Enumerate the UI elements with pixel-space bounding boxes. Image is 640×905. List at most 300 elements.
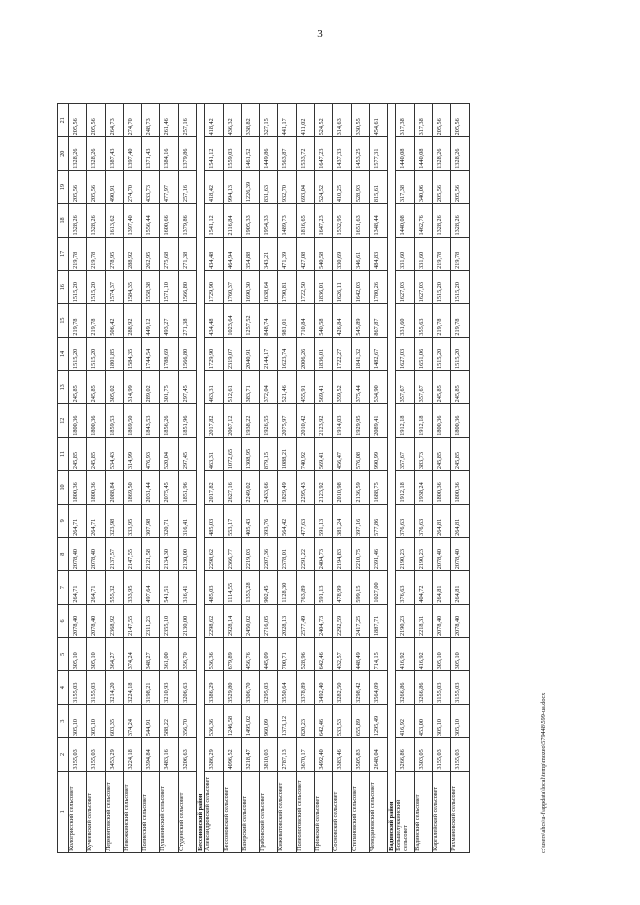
value-cell: 463,31 <box>205 437 223 470</box>
value-cell: 2078,40 <box>87 604 105 637</box>
value-cell: 2130,00 <box>178 604 196 637</box>
value-cell: 2298,62 <box>205 604 223 637</box>
value-cell: 374,24 <box>123 638 141 671</box>
value-cell: 245,85 <box>433 371 451 404</box>
settlement-name-cell: Большелуккинский сельсовет <box>396 771 414 852</box>
column-header: 1 <box>58 771 69 852</box>
value-cell: 536,36 <box>205 638 223 671</box>
value-cell: 1800,36 <box>69 404 87 437</box>
value-cell: 449,12 <box>142 304 160 337</box>
value-cell: 1856,26 <box>160 404 178 437</box>
value-cell: 655,89 <box>351 704 369 737</box>
value-cell: 2295,43 <box>296 471 314 504</box>
value-cell: 1308,95 <box>241 437 259 470</box>
value-cell: 536,36 <box>205 704 223 737</box>
table-row <box>396 104 414 853</box>
value-cell: 493,27 <box>160 304 178 337</box>
value-cell: 1371,43 <box>142 137 160 170</box>
value-cell: 2716,05 <box>260 604 278 637</box>
value-cell: 1515,20 <box>69 271 87 304</box>
value-cell: 2130,00 <box>178 538 196 571</box>
value-cell: 2116,84 <box>223 204 241 237</box>
value-cell: 2010,98 <box>333 471 351 504</box>
value-cell: 1800,36 <box>87 471 105 504</box>
settlement-name-cell: Каргалейский сельсовет <box>433 771 451 852</box>
value-cell: 1515,20 <box>433 337 451 370</box>
value-cell: 376,63 <box>414 504 432 537</box>
value-cell: 301,75 <box>160 371 178 404</box>
value-cell: 346,61 <box>351 237 369 270</box>
value-cell: 264,81 <box>451 504 469 537</box>
value-cell: 564,42 <box>278 504 296 537</box>
value-cell: 3155,03 <box>451 671 469 704</box>
table-row <box>241 104 259 853</box>
value-cell: 3483,16 <box>160 738 178 771</box>
table-row <box>142 104 160 853</box>
value-cell: 1744,54 <box>142 337 160 370</box>
table-row <box>315 104 333 853</box>
value-cell: 3210,93 <box>160 671 178 704</box>
value-cell: 1914,03 <box>333 404 351 437</box>
value-cell: 679,89 <box>223 638 241 671</box>
settlement-name-cell: Кижеватовский сельсовет <box>278 771 296 852</box>
value-cell: 2006,26 <box>296 337 314 370</box>
value-cell: 1566,80 <box>178 337 196 370</box>
settlement-name-cell: Чемодановский сельсовет <box>369 771 387 852</box>
value-cell: 1729,90 <box>205 271 223 304</box>
value-cell: 1541,12 <box>205 137 223 170</box>
value-cell: 3386,29 <box>205 738 223 771</box>
value-cell: 485,03 <box>205 504 223 537</box>
value-cell: 3550,64 <box>278 671 296 704</box>
value-cell: 2311,23 <box>142 604 160 637</box>
value-cell: 981,01 <box>278 304 296 337</box>
value-cell: 603,35 <box>105 704 123 737</box>
value-cell: 588,22 <box>160 704 178 737</box>
value-cell: 1623,74 <box>278 337 296 370</box>
column-header: 3 <box>58 704 69 737</box>
settlement-name-cell: Студенский сельсовет <box>178 771 196 852</box>
value-cell: 714,15 <box>369 638 387 671</box>
value-cell: 591,13 <box>315 504 333 537</box>
value-cell: 2067,12 <box>223 404 241 437</box>
value-cell: 219,78 <box>87 304 105 337</box>
value-cell: 257,16 <box>178 170 196 203</box>
value-cell: 1577,31 <box>369 137 387 170</box>
value-cell: 331,60 <box>396 237 414 270</box>
value-cell: 357,67 <box>396 371 414 404</box>
value-cell: 497,64 <box>142 571 160 604</box>
value-cell: 219,78 <box>451 304 469 337</box>
value-cell: 327,15 <box>260 104 278 137</box>
value-cell: 4096,52 <box>223 738 241 771</box>
value-cell: 245,85 <box>87 437 105 470</box>
value-cell: 1800,36 <box>433 404 451 437</box>
value-cell: 416,92 <box>396 704 414 737</box>
value-cell: 2194,83 <box>333 538 351 571</box>
value-cell: 2404,73 <box>315 604 333 637</box>
value-cell: 3155,03 <box>69 738 87 771</box>
value-cell: 405,43 <box>241 504 259 537</box>
value-cell: 271,38 <box>178 237 196 270</box>
value-cell: 1515,20 <box>451 337 469 370</box>
value-cell: 264,81 <box>433 504 451 537</box>
value-cell: 1584,35 <box>123 337 141 370</box>
value-cell: 3266,86 <box>396 671 414 704</box>
value-cell: 219,78 <box>433 304 451 337</box>
column-header: 2 <box>58 738 69 771</box>
value-cell: 356,70 <box>178 704 196 737</box>
value-cell: 1627,03 <box>396 337 414 370</box>
value-cell: 1559,03 <box>223 137 241 170</box>
value-cell: 540,58 <box>315 237 333 270</box>
value-cell: 2319,07 <box>223 337 241 370</box>
value-cell: 700,71 <box>278 638 296 671</box>
value-cell: 356,70 <box>178 638 196 671</box>
value-cell: 1566,80 <box>178 271 196 304</box>
value-cell: 314,99 <box>123 437 141 470</box>
value-cell: 1722,50 <box>296 271 314 304</box>
value-cell: 1328,26 <box>87 137 105 170</box>
value-cell: 3295,03 <box>260 671 278 704</box>
value-cell: 1440,08 <box>396 137 414 170</box>
value-cell: 219,78 <box>69 237 87 270</box>
value-cell: 1829,49 <box>278 471 296 504</box>
value-cell: 2134,30 <box>160 538 178 571</box>
value-cell: 432,57 <box>333 638 351 671</box>
value-cell: 264,81 <box>433 571 451 604</box>
value-cell: 2078,40 <box>433 538 451 571</box>
value-cell: 264,73 <box>105 104 123 137</box>
value-cell: 960,09 <box>260 704 278 737</box>
value-cell: 320,71 <box>160 504 178 537</box>
value-cell: 3198,21 <box>142 671 160 704</box>
value-cell: 3453,29 <box>105 738 123 771</box>
value-cell: 710,84 <box>296 304 314 337</box>
value-cell: 831,63 <box>260 170 278 203</box>
column-header: 13 <box>58 371 69 404</box>
value-cell: 376,63 <box>396 571 414 604</box>
section-title: Вадинский район <box>388 104 396 853</box>
column-header: 5 <box>58 638 69 671</box>
value-cell: 2928,14 <box>223 604 241 637</box>
value-cell: 376,63 <box>396 504 414 537</box>
value-cell: 427,08 <box>296 237 314 270</box>
value-cell: 1328,26 <box>69 137 87 170</box>
value-cell: 456,47 <box>333 437 351 470</box>
column-header: 21 <box>58 104 69 137</box>
value-cell: 1912,18 <box>396 471 414 504</box>
value-cell: 1843,53 <box>142 404 160 437</box>
value-cell: 305,10 <box>451 638 469 671</box>
value-cell: 1373,12 <box>278 704 296 737</box>
value-cell: 476,93 <box>142 437 160 470</box>
value-cell: 264,71 <box>87 571 105 604</box>
value-cell: 1851,96 <box>178 471 196 504</box>
value-cell: 359,52 <box>333 371 351 404</box>
value-cell: 1437,33 <box>333 137 351 170</box>
value-cell: 1800,36 <box>451 471 469 504</box>
value-cell: 3155,03 <box>433 738 451 771</box>
value-cell: 305,10 <box>69 704 87 737</box>
value-cell: 1638,64 <box>260 271 278 304</box>
value-cell: 477,63 <box>296 504 314 537</box>
value-cell: 2298,62 <box>205 538 223 571</box>
value-cell: 2031,44 <box>142 471 160 504</box>
value-cell: 393,76 <box>260 504 278 537</box>
value-cell: 471,39 <box>278 237 296 270</box>
value-cell: 2078,40 <box>451 604 469 637</box>
value-cell: 1800,36 <box>87 404 105 437</box>
value-cell: 1532,95 <box>333 204 351 237</box>
value-cell: 314,99 <box>123 371 141 404</box>
value-cell: 524,52 <box>315 170 333 203</box>
value-cell: 1642,03 <box>351 271 369 304</box>
value-cell: 2136,59 <box>351 471 369 504</box>
value-cell: 2190,23 <box>396 604 414 637</box>
value-cell: 3224,18 <box>123 738 141 771</box>
value-cell: 867,87 <box>369 304 387 337</box>
value-cell: 3383,46 <box>333 738 351 771</box>
value-cell: 1023,64 <box>223 304 241 337</box>
value-cell: 383,71 <box>241 371 259 404</box>
value-cell: 569,41 <box>315 371 333 404</box>
value-cell: 205,56 <box>87 170 105 203</box>
value-cell: 463,31 <box>205 371 223 404</box>
value-cell: 2147,55 <box>123 604 141 637</box>
column-header: 6 <box>58 604 69 637</box>
table-body <box>69 104 470 853</box>
value-cell: 2190,23 <box>414 538 432 571</box>
settlement-name-cell: Грабовский сельсовет <box>260 771 278 852</box>
value-cell: 1397,40 <box>123 204 141 237</box>
settlement-name-cell: Сосновский сельсовет <box>333 771 351 852</box>
value-cell: 1295,49 <box>369 704 387 737</box>
settlement-name-cell: Вадинский сельсовет <box>414 771 432 852</box>
settlement-name-cell: Бессоновский сельсовет <box>223 771 241 852</box>
settlement-name-cell: Полнеский сельсовет <box>142 771 160 852</box>
value-cell: 534,90 <box>369 371 387 404</box>
value-cell: 305,10 <box>87 704 105 737</box>
value-cell: 990,99 <box>369 437 387 470</box>
value-cell: 512,61 <box>223 371 241 404</box>
value-cell: 1938,22 <box>241 404 259 437</box>
value-cell: 2391,46 <box>369 538 387 571</box>
value-cell: 2292,59 <box>333 604 351 637</box>
value-cell: 331,60 <box>396 304 414 337</box>
value-cell: 205,56 <box>87 104 105 137</box>
value-cell: 1440,08 <box>396 204 414 237</box>
value-cell: 2291,22 <box>296 538 314 571</box>
value-cell: 2378,01 <box>278 538 296 571</box>
value-cell: 540,58 <box>315 304 333 337</box>
value-cell: 1647,23 <box>315 204 333 237</box>
value-cell: 317,38 <box>396 104 414 137</box>
value-cell: 205,56 <box>69 170 87 203</box>
header-row <box>58 104 69 853</box>
value-cell: 1954,33 <box>260 204 278 237</box>
column-header: 12 <box>58 404 69 437</box>
value-cell: 541,51 <box>160 571 178 604</box>
value-cell: 2040,91 <box>241 337 259 370</box>
settlement-name-cell: Пушанинский сельсовет <box>160 771 178 852</box>
value-cell: 1397,40 <box>123 137 141 170</box>
value-cell: 1072,65 <box>223 437 241 470</box>
value-cell: 1836,01 <box>315 271 333 304</box>
value-cell: 317,38 <box>414 104 432 137</box>
value-cell: 245,85 <box>69 437 87 470</box>
value-cell: 3214,20 <box>105 671 123 704</box>
value-cell: 2787,13 <box>278 738 296 771</box>
value-cell: 1114,55 <box>223 571 241 604</box>
value-cell: 1841,32 <box>351 337 369 370</box>
settlement-name-cell: Пріокский сельсовет <box>315 771 333 852</box>
column-header: 17 <box>58 237 69 270</box>
value-cell: 416,92 <box>414 638 432 671</box>
value-cell: 2368,92 <box>105 604 123 637</box>
file-path-footer: c:\users\ahcs\u-f\appdata\local\temp\mozeo\579448\599-ua.docx <box>540 692 547 853</box>
value-cell: 1869,50 <box>123 404 141 437</box>
value-cell: 902,45 <box>260 571 278 604</box>
value-cell: 2088,84 <box>105 471 123 504</box>
value-cell: 1816,65 <box>296 204 314 237</box>
value-cell: 3529,80 <box>223 671 241 704</box>
table-row <box>451 104 469 853</box>
value-cell: 331,60 <box>414 237 432 270</box>
value-cell: 1387,43 <box>105 137 123 170</box>
section-title: Бессоновский район <box>197 104 205 853</box>
table-row <box>351 104 369 853</box>
value-cell: 1869,50 <box>123 471 141 504</box>
value-cell: 330,69 <box>333 237 351 270</box>
value-cell: 1541,12 <box>205 204 223 237</box>
value-cell: 2144,17 <box>260 337 278 370</box>
value-cell: 314,63 <box>333 104 351 137</box>
table-row <box>278 104 296 853</box>
value-cell: 2433,66 <box>260 471 278 504</box>
value-cell: 555,32 <box>105 571 123 604</box>
value-cell: 1929,95 <box>351 404 369 437</box>
value-cell: 305,10 <box>433 638 451 671</box>
value-cell: 1257,52 <box>241 304 259 337</box>
value-cell: 333,95 <box>123 571 141 604</box>
value-cell: 1729,90 <box>205 337 223 370</box>
value-cell: 374,24 <box>123 704 141 737</box>
column-header: 18 <box>58 204 69 237</box>
value-cell: 1328,26 <box>87 204 105 237</box>
value-cell: 642,46 <box>315 638 333 671</box>
value-cell: 1533,72 <box>296 137 314 170</box>
value-cell: 1887,71 <box>369 604 387 637</box>
table-row <box>414 104 432 853</box>
value-cell: 1627,03 <box>414 271 432 304</box>
value-cell: 1651,63 <box>351 204 369 237</box>
settlement-name-cell: Невежкинский сельсовет <box>123 771 141 852</box>
value-cell: 278,95 <box>105 237 123 270</box>
value-cell: 1788,69 <box>160 337 178 370</box>
value-cell: 448,49 <box>351 638 369 671</box>
value-cell: 357,67 <box>414 371 432 404</box>
value-cell: 1328,26 <box>69 204 87 237</box>
table-row <box>123 104 141 853</box>
value-cell: 2210,75 <box>351 538 369 571</box>
value-cell: 2028,13 <box>278 604 296 637</box>
value-cell: 2017,82 <box>205 471 223 504</box>
value-cell: 1836,01 <box>315 337 333 370</box>
value-cell: 219,78 <box>69 304 87 337</box>
value-cell: 375,44 <box>351 371 369 404</box>
value-cell: 3505,83 <box>351 738 369 771</box>
value-cell: 433,73 <box>142 170 160 203</box>
value-cell: 316,41 <box>178 571 196 604</box>
column-header: 14 <box>58 337 69 370</box>
value-cell: 3492,40 <box>315 671 333 704</box>
value-cell: 343,21 <box>260 237 278 270</box>
table-row <box>333 104 351 853</box>
value-cell: 3810,03 <box>260 738 278 771</box>
value-cell: 245,85 <box>87 371 105 404</box>
value-cell: 1353,28 <box>241 571 259 604</box>
value-cell: 2207,36 <box>260 538 278 571</box>
value-cell: 2075,45 <box>160 471 178 504</box>
column-header: 10 <box>58 471 69 504</box>
settlement-name-cell: Вазерский сельсовет <box>241 771 259 852</box>
value-cell: 354,88 <box>241 237 259 270</box>
value-cell: 521,46 <box>278 371 296 404</box>
value-cell: 1626,11 <box>333 271 351 304</box>
value-cell: 2137,57 <box>105 538 123 571</box>
value-cell: 599,15 <box>351 571 369 604</box>
value-cell: 1574,37 <box>105 271 123 304</box>
value-cell: 820,23 <box>296 704 314 737</box>
value-cell: 1800,36 <box>433 471 451 504</box>
value-cell: 418,42 <box>205 104 223 137</box>
value-cell: 576,08 <box>351 437 369 470</box>
value-cell: 426,84 <box>333 304 351 337</box>
value-cell: 383,73 <box>414 437 432 470</box>
settlement-name-cell: Александровский сельсовет <box>205 771 223 852</box>
value-cell: 848,74 <box>260 304 278 337</box>
value-cell: 2450,02 <box>241 604 259 637</box>
value-cell: 416,92 <box>396 638 414 671</box>
value-cell: 219,78 <box>451 237 469 270</box>
value-cell: 1328,26 <box>433 137 451 170</box>
value-cell: 1088,21 <box>278 437 296 470</box>
value-cell: 528,96 <box>296 638 314 671</box>
value-cell: 2249,02 <box>241 471 259 504</box>
value-cell: 2078,40 <box>87 538 105 571</box>
value-cell: 1912,18 <box>414 404 432 437</box>
value-cell: 3378,89 <box>296 671 314 704</box>
value-cell: 436,32 <box>223 104 241 137</box>
column-header: 11 <box>58 437 69 470</box>
value-cell: 205,56 <box>451 104 469 137</box>
section-row <box>197 104 205 853</box>
value-cell: 1328,26 <box>433 204 451 237</box>
table-row <box>260 104 278 853</box>
settlement-name-cell: Рахмановский сельсовет <box>451 771 469 852</box>
table-row <box>205 104 223 853</box>
value-cell: 1800,36 <box>69 471 87 504</box>
tariff-table <box>57 103 470 853</box>
value-cell: 381,24 <box>333 504 351 537</box>
value-cell: 1627,03 <box>396 271 414 304</box>
value-cell: 264,71 <box>69 504 87 537</box>
value-cell: 3298,42 <box>351 671 369 704</box>
value-cell: 1246,58 <box>223 704 241 737</box>
value-cell: 262,95 <box>142 237 160 270</box>
value-cell: 288,92 <box>123 237 141 270</box>
